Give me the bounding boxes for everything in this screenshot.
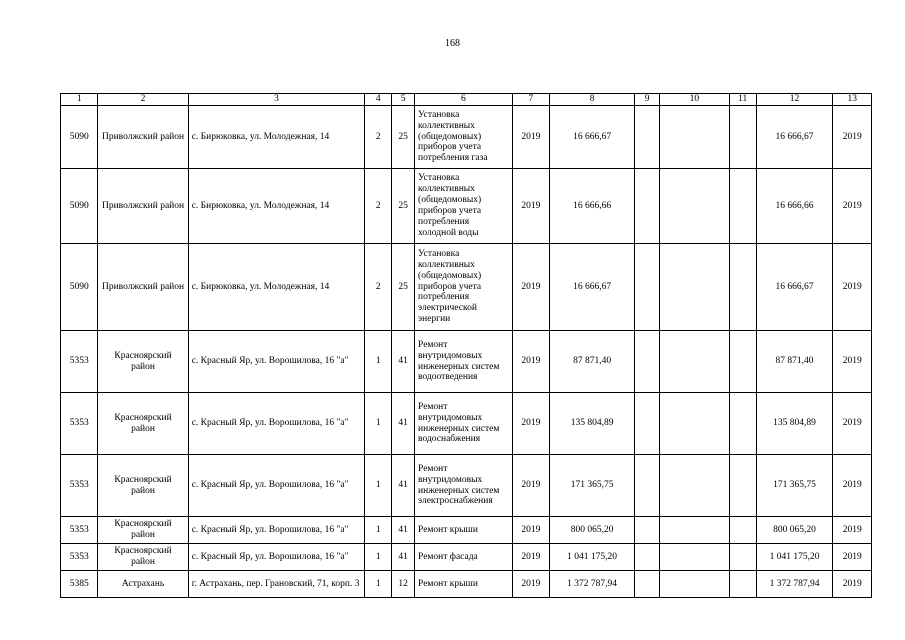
cell-col4: 1 bbox=[365, 544, 392, 571]
column-number-row bbox=[61, 94, 872, 106]
cell-col11 bbox=[729, 169, 756, 244]
cell-cost: 16 666,67 bbox=[550, 244, 635, 331]
cell-work-type: Установка коллективных (общедомовых) приборов учета потребления холодной воды bbox=[415, 169, 513, 244]
cell-total: 87 871,40 bbox=[756, 331, 833, 393]
cell-col5: 25 bbox=[392, 169, 415, 244]
cell-cost: 135 804,89 bbox=[550, 393, 635, 455]
cell-id: 5090 bbox=[61, 169, 98, 244]
cell-end-year: 2019 bbox=[833, 393, 872, 455]
cell-district: Астрахань bbox=[98, 571, 188, 598]
cell-col9 bbox=[635, 571, 660, 598]
cell-total: 171 365,75 bbox=[756, 455, 833, 517]
cell-district: Красноярский район bbox=[98, 455, 188, 517]
cell-col4: 1 bbox=[365, 455, 392, 517]
cell-district: Приволжский район bbox=[98, 244, 188, 331]
cell-col11 bbox=[729, 571, 756, 598]
cell-col4: 2 bbox=[365, 244, 392, 331]
column-header: 13 bbox=[833, 94, 872, 106]
cell-end-year: 2019 bbox=[833, 544, 872, 571]
column-header: 12 bbox=[756, 94, 833, 106]
cell-col4: 2 bbox=[365, 106, 392, 169]
cell-col10 bbox=[660, 393, 730, 455]
cell-district: Приволжский район bbox=[98, 106, 188, 169]
cell-work-type: Ремонт крыши bbox=[415, 517, 513, 544]
cell-address: с. Бирюковка, ул. Молодежная, 14 bbox=[188, 169, 365, 244]
cell-total: 16 666,66 bbox=[756, 169, 833, 244]
cell-col9 bbox=[635, 169, 660, 244]
cell-district: Приволжский район bbox=[98, 169, 188, 244]
cell-address: с. Красный Яр, ул. Ворошилова, 16 "а" bbox=[188, 331, 365, 393]
cell-work-type: Установка коллективных (общедомовых) приборов учета потребления газа bbox=[415, 106, 513, 169]
cell-col10 bbox=[660, 571, 730, 598]
cell-col9 bbox=[635, 331, 660, 393]
cell-district: Красноярский район bbox=[98, 331, 188, 393]
cell-year: 2019 bbox=[512, 244, 549, 331]
cell-cost: 800 065,20 bbox=[550, 517, 635, 544]
cell-col9 bbox=[635, 393, 660, 455]
cell-total: 1 041 175,20 bbox=[756, 544, 833, 571]
table-row bbox=[61, 244, 872, 331]
cell-year: 2019 bbox=[512, 517, 549, 544]
cell-district: Красноярский район bbox=[98, 544, 188, 571]
cell-district: Красноярский район bbox=[98, 517, 188, 544]
cell-end-year: 2019 bbox=[833, 169, 872, 244]
column-header: 2 bbox=[98, 94, 188, 106]
cell-col9 bbox=[635, 106, 660, 169]
column-header: 10 bbox=[660, 94, 730, 106]
cell-total: 16 666,67 bbox=[756, 106, 833, 169]
column-header: 11 bbox=[729, 94, 756, 106]
column-header: 1 bbox=[61, 94, 98, 106]
cell-id: 5090 bbox=[61, 106, 98, 169]
cell-id: 5385 bbox=[61, 571, 98, 598]
cell-col10 bbox=[660, 517, 730, 544]
table-row bbox=[61, 544, 872, 571]
cell-address: с. Красный Яр, ул. Ворошилова, 16 "а" bbox=[188, 544, 365, 571]
cell-year: 2019 bbox=[512, 455, 549, 517]
cell-work-type: Ремонт фасада bbox=[415, 544, 513, 571]
cell-col9 bbox=[635, 517, 660, 544]
cell-col5: 12 bbox=[392, 571, 415, 598]
cell-col5: 41 bbox=[392, 331, 415, 393]
cell-address: с. Красный Яр, ул. Ворошилова, 16 "а" bbox=[188, 455, 365, 517]
cell-col4: 1 bbox=[365, 571, 392, 598]
cell-address: с. Красный Яр, ул. Ворошилова, 16 "а" bbox=[188, 517, 365, 544]
cell-col4: 1 bbox=[365, 517, 392, 544]
cell-work-type: Установка коллективных (общедомовых) приборов учета потребления электрической энергии bbox=[415, 244, 513, 331]
cell-cost: 1 372 787,94 bbox=[550, 571, 635, 598]
cell-address: с. Красный Яр, ул. Ворошилова, 16 "а" bbox=[188, 393, 365, 455]
cell-year: 2019 bbox=[512, 331, 549, 393]
cell-col10 bbox=[660, 544, 730, 571]
cell-id: 5353 bbox=[61, 544, 98, 571]
cell-work-type: Ремонт внутридомовых инженерных систем водоотведения bbox=[415, 331, 513, 393]
cell-col9 bbox=[635, 244, 660, 331]
cell-id: 5353 bbox=[61, 393, 98, 455]
cell-total: 135 804,89 bbox=[756, 393, 833, 455]
page-number: 168 bbox=[445, 38, 460, 49]
cell-id: 5353 bbox=[61, 331, 98, 393]
table-row bbox=[61, 169, 872, 244]
cell-end-year: 2019 bbox=[833, 106, 872, 169]
cell-work-type: Ремонт внутридомовых инженерных систем электроснабжения bbox=[415, 455, 513, 517]
cell-col10 bbox=[660, 455, 730, 517]
cell-col11 bbox=[729, 455, 756, 517]
cell-col5: 25 bbox=[392, 244, 415, 331]
table-row bbox=[61, 517, 872, 544]
table-row bbox=[61, 106, 872, 169]
cell-cost: 16 666,66 bbox=[550, 169, 635, 244]
cell-cost: 87 871,40 bbox=[550, 331, 635, 393]
cell-end-year: 2019 bbox=[833, 244, 872, 331]
column-header: 3 bbox=[188, 94, 365, 106]
cell-id: 5353 bbox=[61, 517, 98, 544]
cell-year: 2019 bbox=[512, 544, 549, 571]
cell-work-type: Ремонт внутридомовых инженерных систем водоснабжения bbox=[415, 393, 513, 455]
cell-col11 bbox=[729, 106, 756, 169]
cell-col5: 25 bbox=[392, 106, 415, 169]
table-row bbox=[61, 455, 872, 517]
cell-year: 2019 bbox=[512, 106, 549, 169]
cell-total: 16 666,67 bbox=[756, 244, 833, 331]
table-row bbox=[61, 393, 872, 455]
cell-end-year: 2019 bbox=[833, 517, 872, 544]
cell-col4: 1 bbox=[365, 393, 392, 455]
cell-end-year: 2019 bbox=[833, 571, 872, 598]
cell-cost: 1 041 175,20 bbox=[550, 544, 635, 571]
cell-cost: 171 365,75 bbox=[550, 455, 635, 517]
column-header: 6 bbox=[415, 94, 513, 106]
column-header: 9 bbox=[635, 94, 660, 106]
cell-end-year: 2019 bbox=[833, 455, 872, 517]
cell-col5: 41 bbox=[392, 517, 415, 544]
cell-id: 5090 bbox=[61, 244, 98, 331]
cell-end-year: 2019 bbox=[833, 331, 872, 393]
column-header: 5 bbox=[392, 94, 415, 106]
column-header: 7 bbox=[512, 94, 549, 106]
cell-total: 800 065,20 bbox=[756, 517, 833, 544]
cell-year: 2019 bbox=[512, 393, 549, 455]
cell-col5: 41 bbox=[392, 393, 415, 455]
cell-col4: 1 bbox=[365, 331, 392, 393]
column-header: 8 bbox=[550, 94, 635, 106]
cell-year: 2019 bbox=[512, 571, 549, 598]
cell-id: 5353 bbox=[61, 455, 98, 517]
cell-col9 bbox=[635, 544, 660, 571]
cell-work-type: Ремонт крыши bbox=[415, 571, 513, 598]
table-row bbox=[61, 331, 872, 393]
cell-col5: 41 bbox=[392, 455, 415, 517]
cell-address: с. Бирюковка, ул. Молодежная, 14 bbox=[188, 244, 365, 331]
cell-col4: 2 bbox=[365, 169, 392, 244]
cell-col10 bbox=[660, 331, 730, 393]
cell-col9 bbox=[635, 455, 660, 517]
cell-col11 bbox=[729, 517, 756, 544]
cell-total: 1 372 787,94 bbox=[756, 571, 833, 598]
capital-repair-table bbox=[60, 93, 872, 598]
cell-col11 bbox=[729, 544, 756, 571]
table-row bbox=[61, 571, 872, 598]
cell-col11 bbox=[729, 244, 756, 331]
cell-year: 2019 bbox=[512, 169, 549, 244]
cell-col5: 41 bbox=[392, 544, 415, 571]
cell-col11 bbox=[729, 331, 756, 393]
cell-district: Красноярский район bbox=[98, 393, 188, 455]
cell-col10 bbox=[660, 169, 730, 244]
cell-col11 bbox=[729, 393, 756, 455]
cell-address: с. Бирюковка, ул. Молодежная, 14 bbox=[188, 106, 365, 169]
cell-address: г. Астрахань, пер. Грановский, 71, корп. 3 bbox=[188, 571, 365, 598]
column-header: 4 bbox=[365, 94, 392, 106]
cell-col10 bbox=[660, 244, 730, 331]
cell-col10 bbox=[660, 106, 730, 169]
cell-cost: 16 666,67 bbox=[550, 106, 635, 169]
